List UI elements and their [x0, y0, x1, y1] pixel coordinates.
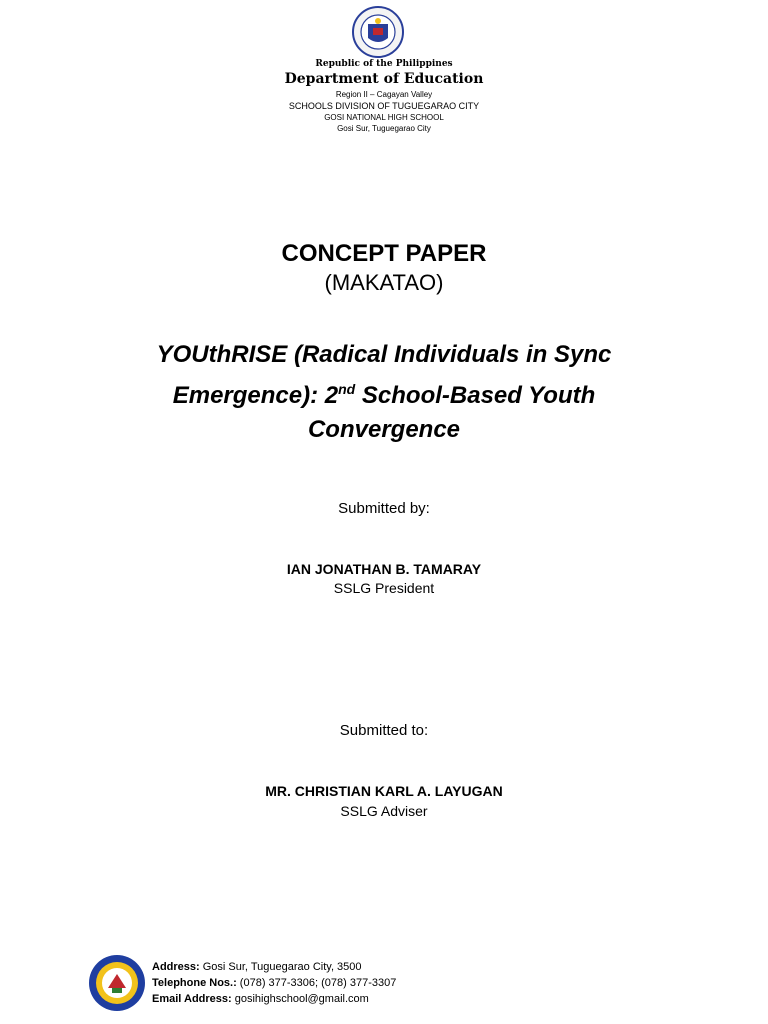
- document-type: CONCEPT PAPER: [281, 240, 487, 267]
- document-subtype: (MAKATAO): [324, 270, 444, 295]
- region-line: Region II – Cagayan Valley: [335, 90, 433, 99]
- footer-address: [152, 959, 396, 975]
- footer-phone: [152, 975, 396, 991]
- school-line: GOSI NATIONAL HIGH SCHOOL: [324, 113, 444, 122]
- location-line: Gosi Sur, Tuguegarao City: [337, 124, 431, 133]
- recipient-name: MR. CHRISTIAN KARL A. LAYUGAN: [265, 783, 503, 799]
- footer-contact: [152, 959, 396, 1007]
- deped-seal-logo: [342, 6, 414, 58]
- submitter-role: SSLG President: [333, 580, 435, 596]
- title-part2: Emergence): 2: [172, 382, 339, 409]
- title-part3: School-Based Youth: [355, 382, 596, 409]
- email-value: gosihighschool@gmail.com: [231, 993, 369, 1005]
- address-value: Gosi Sur, Tuguegarao City, 3500: [199, 961, 362, 973]
- submitted-by-label: Submitted by:: [338, 500, 430, 517]
- email-label: Email Address:: [152, 993, 232, 1005]
- school-logo: [88, 954, 146, 1012]
- department-title: Department of Education: [284, 71, 484, 87]
- address-label: Address:: [152, 961, 200, 973]
- division-line: SCHOOLS DIVISION OF TUGUEGARAO CITY: [288, 101, 480, 111]
- submitter-name: IAN JONATHAN B. TAMARAY: [286, 561, 482, 577]
- document-title: [0, 338, 768, 447]
- republic-line: Republic of the Philippines: [315, 59, 453, 69]
- phone-label: Telephone Nos.:: [152, 977, 237, 989]
- phone-value: (078) 377-3306; (078) 377-3307: [236, 977, 397, 989]
- title-part4: Convergence: [307, 416, 461, 443]
- title-part1: YOUthRISE (Radical Individuals in Sync: [156, 341, 612, 368]
- submitted-to-label: Submitted to:: [339, 722, 429, 739]
- footer-email: [152, 991, 396, 1007]
- recipient-role: SSLG Adviser: [340, 803, 428, 819]
- title-superscript: nd: [338, 381, 356, 397]
